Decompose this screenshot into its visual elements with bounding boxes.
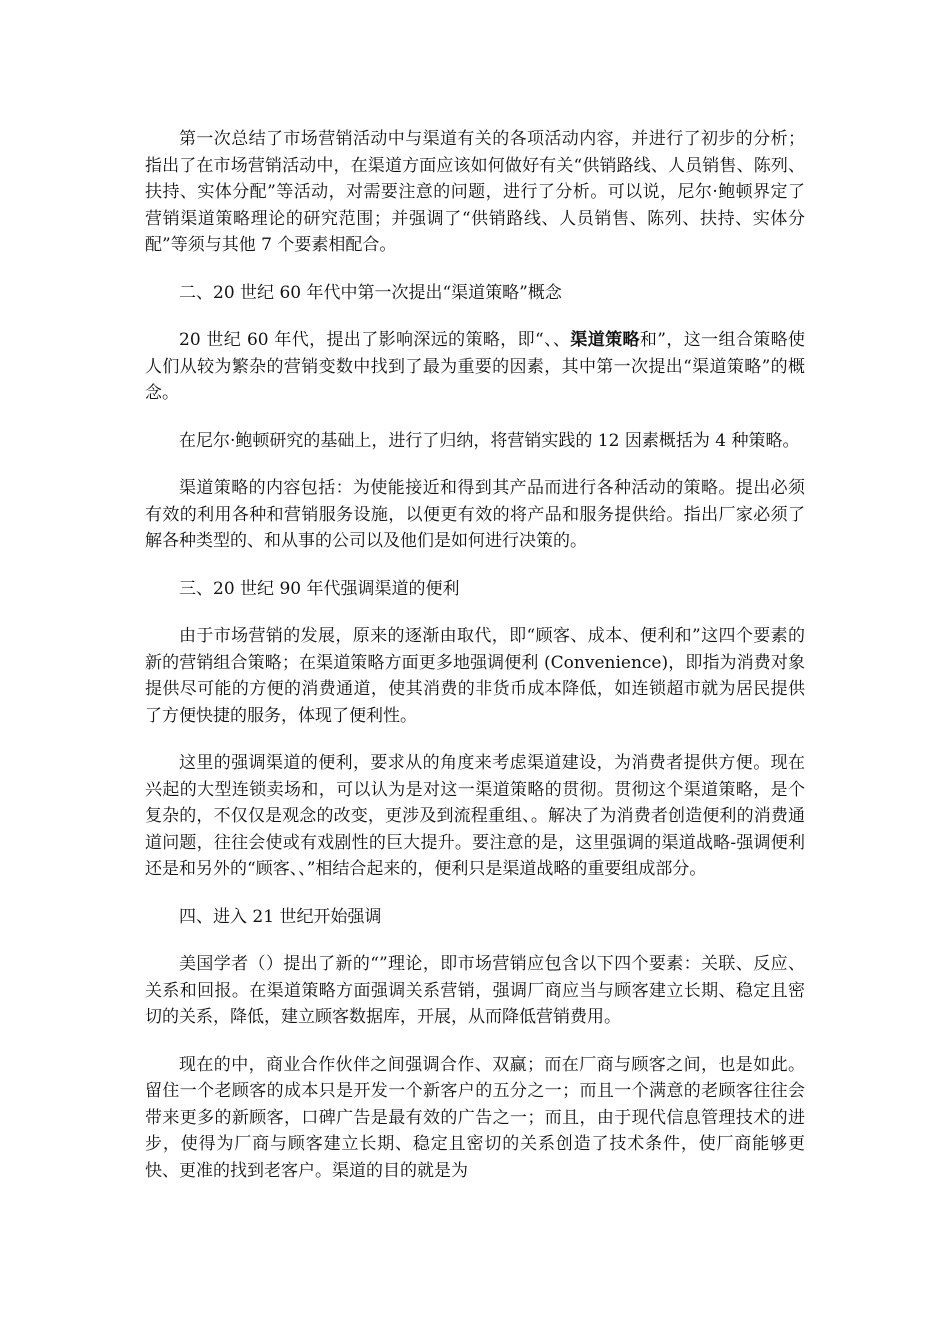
- paragraph-relationship: 现在的中，商业合作伙伴之间强调合作、双赢；而在厂商与顾客之间，也是如此。留住一个老顾客的成本只是开发一个新客户的五分之一；而且一个满意的老顾客往往会带来更多的新顾客，口碑广告是最有效的广告之一；而且，由于现代信息管理技术的进步，使得为厂商与顾客建立长期、稳定且密切的关系创造了技术条件，使厂商能够更快、更准的找到老客户。渠道的目的就是为: [145, 1054, 805, 1181]
- paragraph-convenience: 由于市场营销的发展，原来的逐渐由取代，即“顾客、成本、便利和”这四个要素的新的营销组合策略；在渠道策略方面更多地强调便利 (Convenience)，即指为消费对象提供尽可能的方便的消费通道，使其消费的非货币成本降低，如连锁超市就为居民提供了方便快捷的服务，体现了便利性。: [145, 626, 805, 726]
- paragraph-60s-text-before: 20 世纪 60 年代，提出了影响深远的策略，即“、、: [179, 330, 571, 350]
- paragraph-channel-content: 渠道策略的内容包括：为使能接近和得到其产品而进行各种活动的策略。提出必须有效的利用各种和营销服务设施，以便更有效的将产品和服务提供给。指出厂家必须了解各种类型的、和从事的公司以及他们是如何进行决策的。: [145, 478, 805, 551]
- paragraph-60s-strategy: [145, 327, 805, 407]
- paragraph-60s-text-after: 和”，这一组合策略使人们从较为繁杂的营销变数中找到了最为重要的因素，其中第一次提出“渠道策略”的概念。: [145, 330, 805, 403]
- paragraph-boden-summary: 第一次总结了市场营销活动中与渠道有关的各项活动内容，并进行了初步的分析；指出了在市场营销活动中，在渠道方面应该如何做好有关“供销路线、人员销售、陈列、扶持、实体分配”等活动，对需要注意的问题，进行了分析。可以说，尼尔·鲍顿界定了营销渠道策略理论的研究范围；并强调了“供销路线、人员销售、陈列、扶持、实体分配”等须与其他 7 个要素相配合。: [145, 129, 805, 255]
- section-heading-2: 二、20 世纪 60 年代中第一次提出“渠道策略”概念: [179, 282, 562, 303]
- section-heading-4: 四、进入 21 世纪开始强调: [179, 906, 382, 927]
- paragraph-convenience-detail: 这里的强调渠道的便利，要求从的角度来考虑渠道建设，为消费者提供方便。现在兴起的大型连锁卖场和，可以认为是对这一渠道策略的贯彻。贯彻这个渠道策略，是个复杂的，不仅仅是观念的改变，更涉及到流程重组、。解决了为消费者创造便利的消费通道问题，往往会使或有戏剧性的巨大提升。要注意的是，这里强调的渠道战略-强调便利还是和另外的“顾客、、”相结合起来的，便利只是渠道战略的重要组成部分。: [145, 753, 805, 879]
- document-page: [145, 126, 805, 1205]
- bold-channel-strategy: 渠道策略: [570, 330, 640, 350]
- paragraph-four-strategies: 在尼尔·鲍顿研究的基础上，进行了归纳，将营销实践的 12 因素概括为 4 种策略。: [179, 430, 800, 451]
- section-heading-3: 三、20 世纪 90 年代强调渠道的便利: [179, 578, 460, 599]
- paragraph-4r-theory: 美国学者（）提出了新的“”理论，即市场营销应包含以下四个要素：关联、反应、关系和回报。在渠道策略方面强调关系营销，强调厂商应当与顾客建立长期、稳定且密切的关系，降低，建立顾客数据库，开展，从而降低营销费用。: [145, 954, 805, 1027]
